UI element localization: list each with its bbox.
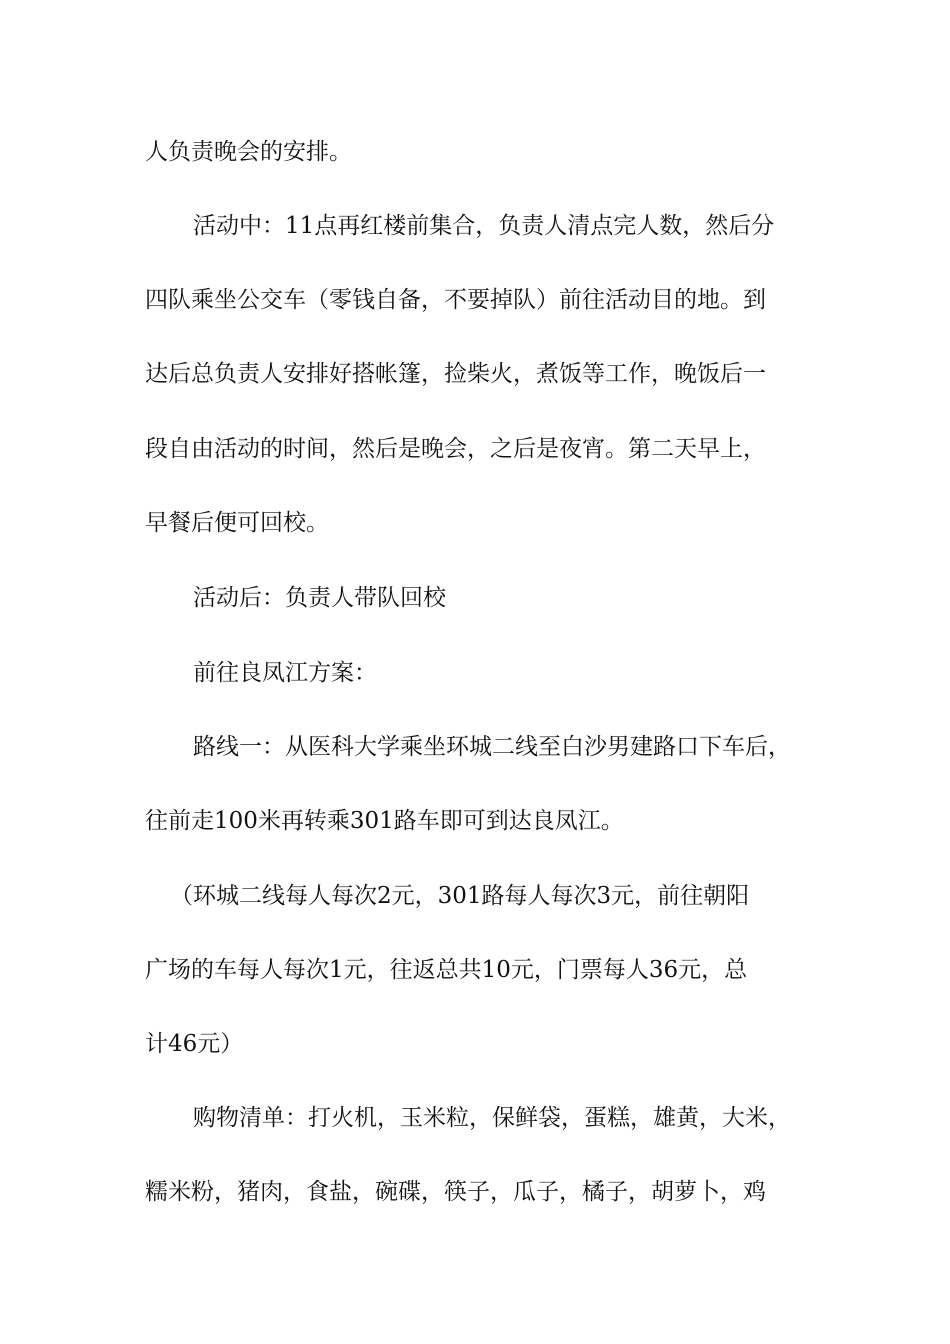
text-line-1: 人负责晚会的安排。 [145,139,352,165]
text-line-5: 段自由活动的时间，然后是晚会，之后是夜宵。第二天早上， [145,436,766,462]
text-line-13: 计46元） [145,1031,244,1057]
text-line-14: 购物清单：打火机，玉米粒，保鲜袋，蛋糕，雄黄，大米， [193,1105,791,1131]
text-line-12: 广场的车每人每次1元，往返总共10元，门票每人36元，总 [145,957,748,983]
text-line-3: 四队乘坐公交车（零钱自备，不要掉队）前往活动目的地。到 [145,287,766,313]
text-line-9: 路线一：从医科大学乘坐环城二线至白沙男建路口下车后， [193,734,791,760]
text-line-8: 前往良凤江方案： [193,660,377,686]
text-line-6: 早餐后便可回校。 [145,510,329,536]
text-line-10: 往前走100米再转乘301路车即可到达良凤江。 [145,808,624,834]
text-line-7: 活动后：负责人带队回校 [193,585,446,611]
text-line-11: （环城二线每人每次2元，301路每人每次3元，前往朝阳 [170,883,750,909]
text-line-15: 糯米粉，猪肉，食盐，碗碟，筷子，瓜子，橘子，胡萝卜，鸡 [145,1179,766,1205]
text-line-2: 活动中：11点再红楼前集合，负责人清点完人数，然后分 [193,213,775,239]
text-line-4: 达后总负责人安排好搭帐篷，捡柴火，煮饭等工作，晚饭后一 [145,361,766,387]
